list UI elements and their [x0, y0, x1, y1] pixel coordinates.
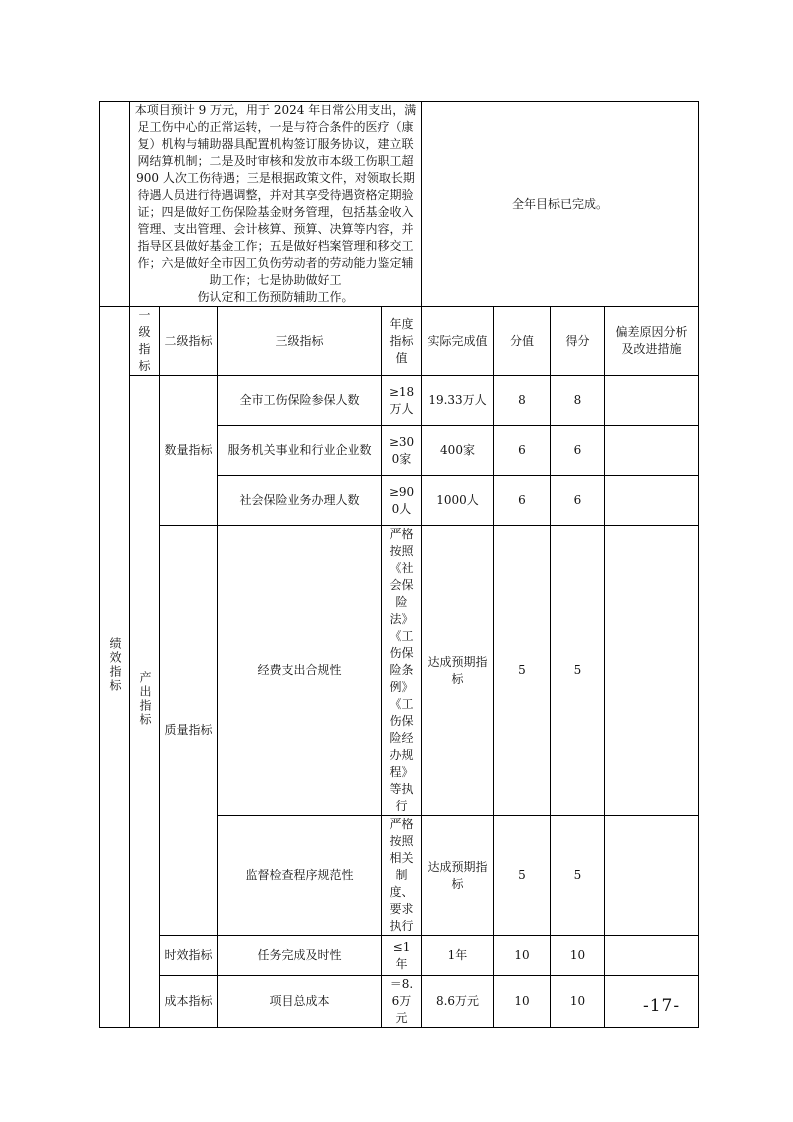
- row-actual: 19.33万人: [422, 376, 494, 426]
- row-deviation: [605, 426, 699, 476]
- project-description: [130, 102, 422, 307]
- description-row: [100, 102, 699, 307]
- performance-table: [99, 101, 699, 1028]
- row-target: ≤1年: [382, 936, 422, 976]
- header-deviation: 偏差原因分析及改进措施: [605, 307, 699, 376]
- header-annual: 年度指标值: [382, 307, 422, 376]
- timeliness-indicator-label: 时效指标: [160, 936, 218, 976]
- table-row: [100, 976, 699, 1028]
- row-deviation: [605, 376, 699, 426]
- row-score: 5: [494, 526, 551, 816]
- row-target: ＝8.6万元: [382, 976, 422, 1028]
- output-indicator-label: 产出指标: [138, 671, 152, 727]
- row-name: 全市工伤保险参保人数: [218, 376, 382, 426]
- row-deviation: [605, 476, 699, 526]
- header-row: [100, 307, 699, 376]
- row-actual: 400家: [422, 426, 494, 476]
- description-label-cell: [100, 102, 130, 307]
- row-name: 项目总成本: [218, 976, 382, 1028]
- output-indicator-cell: [130, 376, 160, 1028]
- row-got: 5: [551, 526, 605, 816]
- quality-indicator-label: 质量指标: [160, 526, 218, 936]
- quantity-indicator-label: 数量指标: [160, 376, 218, 526]
- row-name: 监督检查程序规范性: [218, 816, 382, 936]
- completion-summary: 全年目标已完成。: [422, 102, 699, 307]
- header-got: 得分: [551, 307, 605, 376]
- row-target: 严格按照相关制度、要求执行: [382, 816, 422, 936]
- row-got: 6: [551, 426, 605, 476]
- row-target: ≥900人: [382, 476, 422, 526]
- row-score: 10: [494, 976, 551, 1028]
- header-score: 分值: [494, 307, 551, 376]
- row-deviation: [605, 526, 699, 816]
- row-deviation: [605, 816, 699, 936]
- row-target: ≥18万人: [382, 376, 422, 426]
- row-got: 5: [551, 816, 605, 936]
- row-name: 经费支出合规性: [218, 526, 382, 816]
- row-got: 10: [551, 976, 605, 1028]
- row-name: 社会保险业务办理人数: [218, 476, 382, 526]
- page-number: -17-: [643, 996, 681, 1016]
- table-row: [100, 526, 699, 816]
- row-score: 6: [494, 476, 551, 526]
- header-level3: 三级指标: [218, 307, 382, 376]
- row-name: 服务机关事业和行业企业数: [218, 426, 382, 476]
- cost-indicator-label: 成本指标: [160, 976, 218, 1028]
- description-text-end: 伤认定和工伤预防辅助工作。: [197, 290, 354, 304]
- row-actual: 1000人: [422, 476, 494, 526]
- row-deviation: [605, 936, 699, 976]
- row-target: ≥300家: [382, 426, 422, 476]
- header-level1: 一级指标: [130, 307, 160, 376]
- row-name: 任务完成及时性: [218, 936, 382, 976]
- perf-indicator-label: 绩效指标: [108, 636, 122, 693]
- table-row: [100, 376, 699, 426]
- header-actual: 实际完成值: [422, 307, 494, 376]
- description-text: 本项目预计 9 万元，用于 2024 年日常公用支出，满足工伤中心的正常运转，一是与符合条件的医疗（康复）机构与辅助器具配置机构签订服务协议，建立联网结算机制；二是及时审核和发放市本级工伤职工超 900 人次工伤待遇；三是根据政策文件，对领取长期待遇人员进行待遇调整，并对其享受待遇资格定期验证；四是做好工伤保险基金财务管理，包括基金收入管理、支出管理、会计核算、预算、决算等内容，并指导区县做好基金工作；五是做好档案管理和移交工作；六是做好全市因工负伤劳动者的劳动能力鉴定辅助工作；七是协助做好工: [134, 103, 417, 287]
- row-score: 8: [494, 376, 551, 426]
- row-got: 8: [551, 376, 605, 426]
- table-row: [100, 936, 699, 976]
- row-actual: 1年: [422, 936, 494, 976]
- perf-indicator-cell: [100, 307, 130, 1028]
- row-got: 10: [551, 936, 605, 976]
- row-target: 严格按照《社会保险法》《工伤保险条例》《工伤保险经办规程》等执行: [382, 526, 422, 816]
- row-actual: 达成预期指标: [422, 526, 494, 816]
- row-actual: 达成预期指标: [422, 816, 494, 936]
- row-score: 5: [494, 816, 551, 936]
- row-score: 10: [494, 936, 551, 976]
- header-level2: 二级指标: [160, 307, 218, 376]
- row-actual: 8.6万元: [422, 976, 494, 1028]
- row-got: 6: [551, 476, 605, 526]
- row-score: 6: [494, 426, 551, 476]
